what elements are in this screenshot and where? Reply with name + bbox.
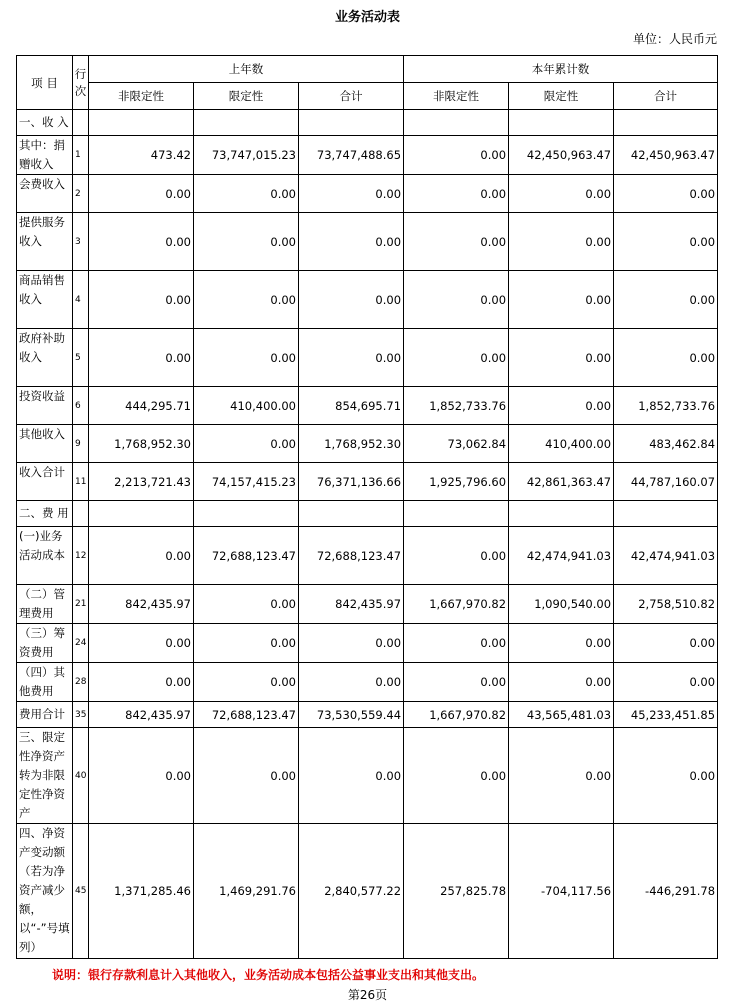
header-sub: 限定性 [509,83,614,110]
row-value: 2,840,577.22 [299,824,404,959]
table-row [17,702,718,728]
row-value: 1,667,970.82 [404,585,509,624]
row-value: 1,090,540.00 [509,585,614,624]
row-value: 0.00 [614,663,718,702]
row-number: 5 [73,329,89,387]
row-value: 0.00 [89,663,194,702]
row-value [89,501,194,527]
row-item-label: 会费收入 [17,175,73,213]
row-value: 0.00 [299,213,404,271]
row-value: 1,469,291.76 [194,824,299,959]
row-item-label: 商品销售收入 [17,271,73,329]
row-value: 1,925,796.60 [404,463,509,501]
row-value: 0.00 [509,329,614,387]
row-item-label: 二、费 用 [17,501,73,527]
row-number: 35 [73,702,89,728]
row-number: 45 [73,824,89,959]
row-value: 0.00 [404,624,509,663]
table-row [17,824,718,959]
row-value: 1,371,285.46 [89,824,194,959]
row-number: 1 [73,136,89,175]
row-item-label: 其他收入 [17,425,73,463]
row-value: 0.00 [404,728,509,824]
row-value: 44,787,160.07 [614,463,718,501]
row-number: 11 [73,463,89,501]
row-value [299,110,404,136]
row-value: 0.00 [194,728,299,824]
row-value: 0.00 [299,728,404,824]
row-value: 444,295.71 [89,387,194,425]
row-item-label: 三、限定性净资产转为非限定性净资产 [17,728,73,824]
row-value: 73,062.84 [404,425,509,463]
row-value: 1,667,970.82 [404,702,509,728]
row-value: 0.00 [89,271,194,329]
row-value: 0.00 [509,271,614,329]
row-item-label: 提供服务收入 [17,213,73,271]
row-value: 0.00 [194,175,299,213]
table-row [17,527,718,585]
row-value: 0.00 [404,136,509,175]
row-value: 0.00 [194,663,299,702]
row-number: 9 [73,425,89,463]
row-value: 73,747,015.23 [194,136,299,175]
row-number: 24 [73,624,89,663]
row-value: 76,371,136.66 [299,463,404,501]
table-row [17,213,718,271]
table-row [17,624,718,663]
row-value: 1,768,952.30 [299,425,404,463]
row-value: 0.00 [614,271,718,329]
row-value: 42,861,363.47 [509,463,614,501]
row-item-label: 一、收 入 [17,110,73,136]
row-value: 0.00 [194,585,299,624]
row-value [614,501,718,527]
row-value: 42,450,963.47 [509,136,614,175]
row-value: 0.00 [509,387,614,425]
row-item-label: 费用合计 [17,702,73,728]
row-value: 0.00 [509,624,614,663]
table-row [17,271,718,329]
row-value: 0.00 [299,329,404,387]
row-number: 21 [73,585,89,624]
row-value: 0.00 [89,329,194,387]
row-value: 74,157,415.23 [194,463,299,501]
header-rownum: 行次 [73,56,89,110]
row-value: 42,474,941.03 [509,527,614,585]
row-value [614,110,718,136]
row-value: 410,400.00 [509,425,614,463]
row-value: 0.00 [614,213,718,271]
row-value: 73,530,559.44 [299,702,404,728]
row-value: 0.00 [194,425,299,463]
row-value: 410,400.00 [194,387,299,425]
table-row [17,175,718,213]
row-value: 0.00 [509,213,614,271]
row-value: 0.00 [509,663,614,702]
header-item: 项 目 [17,56,73,110]
table-row [17,585,718,624]
row-value: 43,565,481.03 [509,702,614,728]
row-number: 3 [73,213,89,271]
row-value: 0.00 [404,527,509,585]
row-number: 40 [73,728,89,824]
row-value: 73,747,488.65 [299,136,404,175]
row-value: 1,852,733.76 [404,387,509,425]
row-number: 4 [73,271,89,329]
row-value: 2,213,721.43 [89,463,194,501]
row-value: 0.00 [194,271,299,329]
row-value: 842,435.97 [299,585,404,624]
row-value: 0.00 [299,271,404,329]
row-value: 0.00 [89,624,194,663]
activity-table [16,55,718,959]
row-item-label: （三）筹资费用 [17,624,73,663]
row-value: 1,852,733.76 [614,387,718,425]
row-number: 12 [73,527,89,585]
row-value: 0.00 [194,213,299,271]
table-row [17,728,718,824]
row-item-label: （四）其他费用 [17,663,73,702]
row-value: 0.00 [89,527,194,585]
row-item-label: 四、净资产变动额（若为净资产减少额，以“-”号填列） [17,824,73,959]
row-value [404,501,509,527]
table-row [17,387,718,425]
row-value: 842,435.97 [89,702,194,728]
row-value: 842,435.97 [89,585,194,624]
row-value: 0.00 [614,329,718,387]
row-value: 0.00 [509,728,614,824]
table-row [17,501,718,527]
table-row [17,136,718,175]
row-value [194,110,299,136]
row-value: 45,233,451.85 [614,702,718,728]
header-prev-year: 上年数 [89,56,404,83]
row-value: 72,688,123.47 [194,702,299,728]
header-curr-year: 本年累计数 [404,56,718,83]
header-sub: 非限定性 [89,83,194,110]
row-item-label: 其中：捐赠收入 [17,136,73,175]
table-row [17,329,718,387]
row-value: 1,768,952.30 [89,425,194,463]
row-value: 42,474,941.03 [614,527,718,585]
row-value: 854,695.71 [299,387,404,425]
row-value: 0.00 [614,728,718,824]
row-item-label: （二）管理费用 [17,585,73,624]
row-value: 0.00 [404,663,509,702]
page-number: 第26页 [347,988,388,1002]
row-value: 42,450,963.47 [614,136,718,175]
table-row [17,425,718,463]
row-value: 0.00 [404,329,509,387]
header-sub: 合计 [614,83,718,110]
row-value: -446,291.78 [614,824,718,959]
row-value: 0.00 [404,271,509,329]
row-number [73,110,89,136]
header-sub: 限定性 [194,83,299,110]
row-value: 0.00 [614,624,718,663]
row-value: 0.00 [404,175,509,213]
row-value: 72,688,123.47 [299,527,404,585]
row-value [89,110,194,136]
row-value: 257,825.78 [404,824,509,959]
row-value [509,501,614,527]
row-item-label: (一)业务活动成本 [17,527,73,585]
row-item-label: 收入合计 [17,463,73,501]
table-row [17,663,718,702]
row-value: 0.00 [89,213,194,271]
row-number: 28 [73,663,89,702]
row-value: 0.00 [89,728,194,824]
footnote: 说明：银行存款利息计入其他收入，业务活动成本包括公益事业支出和其他支出。 [52,968,485,982]
header-sub: 合计 [299,83,404,110]
row-value: 0.00 [299,175,404,213]
row-item-label: 政府补助收入 [17,329,73,387]
row-value [404,110,509,136]
row-value: 473.42 [89,136,194,175]
header-sub: 非限定性 [404,83,509,110]
report-title: 业务活动表 [334,10,400,25]
row-value: 0.00 [299,663,404,702]
row-value: 0.00 [194,329,299,387]
row-value: 0.00 [614,175,718,213]
row-value [509,110,614,136]
row-value: -704,117.56 [509,824,614,959]
row-value: 0.00 [404,213,509,271]
row-number: 6 [73,387,89,425]
row-value: 0.00 [194,624,299,663]
row-value: 72,688,123.47 [194,527,299,585]
row-value: 2,758,510.82 [614,585,718,624]
row-value: 0.00 [299,624,404,663]
currency-unit: 单位：人民币元 [632,32,717,46]
row-number [73,501,89,527]
row-value [194,501,299,527]
table-row [17,463,718,501]
row-value: 0.00 [509,175,614,213]
row-value [299,501,404,527]
row-value: 0.00 [89,175,194,213]
row-value: 483,462.84 [614,425,718,463]
row-number: 2 [73,175,89,213]
table-row [17,110,718,136]
row-item-label: 投资收益 [17,387,73,425]
